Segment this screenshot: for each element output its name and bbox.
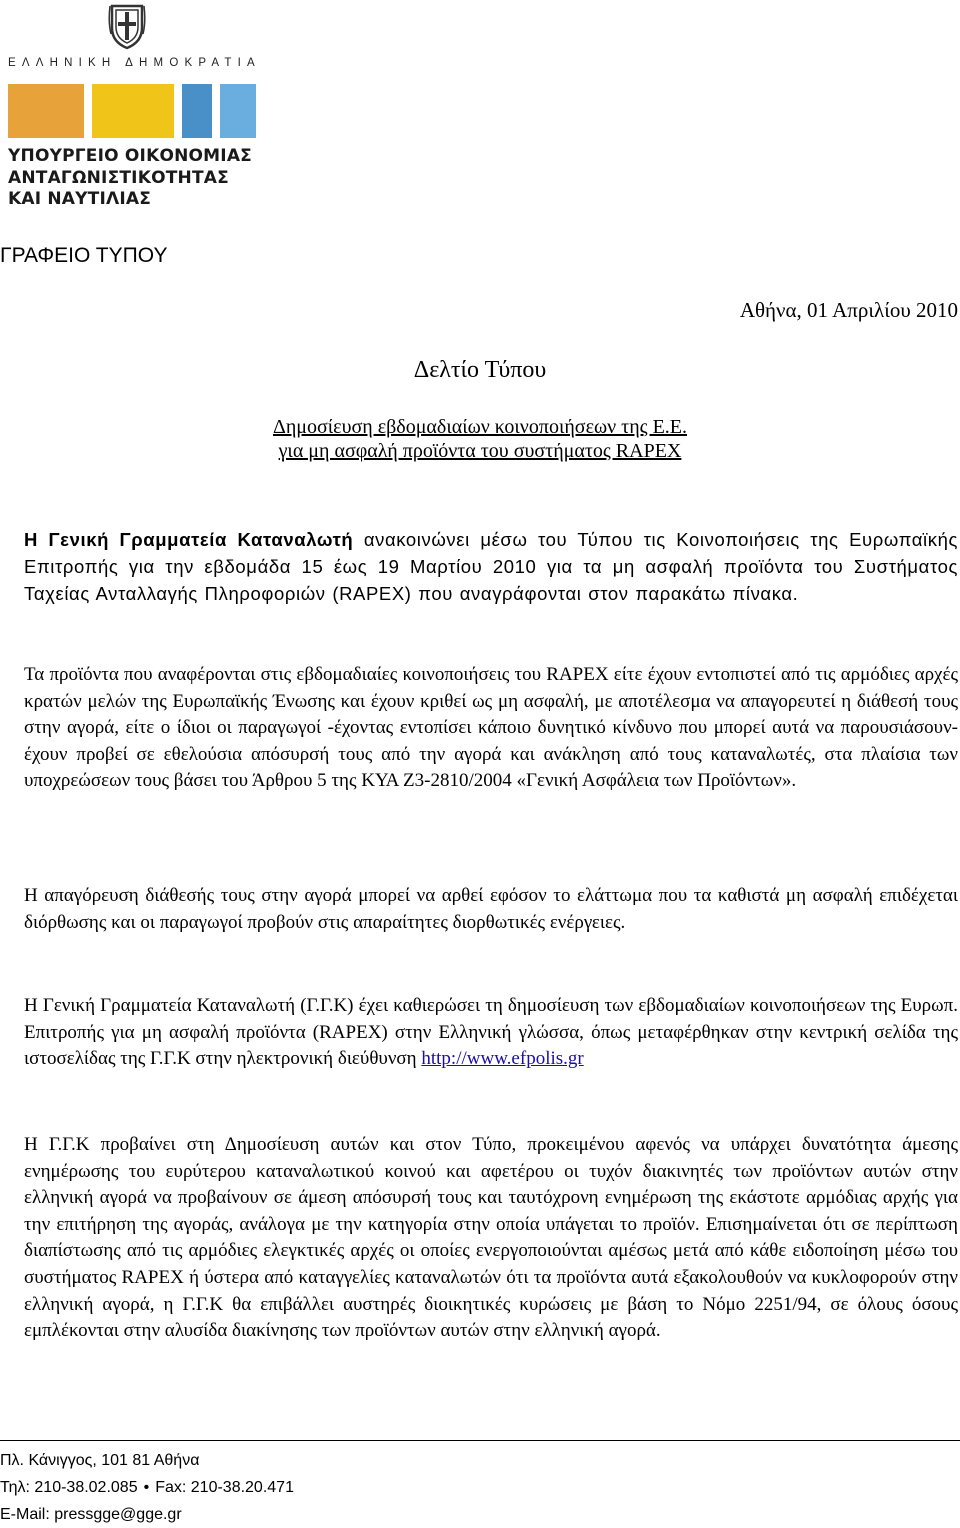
logo-block-orange [8, 84, 84, 138]
ministry-logo-blocks [8, 84, 256, 138]
subtitle-line-2: για μη ασφαλή προϊόντα του συστήματος RAPEX [278, 440, 682, 462]
logo-block-yellow [92, 84, 174, 138]
publication-text: Η Γενική Γραμματεία Καταναλωτή (Γ.Γ.Κ) έχει καθιερώσει τη δημοσίευση των εβδομαδιαίων κοινοποιήσεων της Ευρωπ. Επιτροπής για μη ασφαλή προϊόντα (RAPEX) στην Ελληνική γλώσσα, όπως μεταφέρθηκαν στην κεντρική σελίδα της ιστοσελίδας της Γ.Γ.Κ στην ηλεκτρονική διεύθυνση [24, 995, 958, 1070]
document-subtitle [0, 415, 960, 463]
press-release-title: Δελτίο Τύπου [413, 357, 547, 383]
footer-contact [0, 1447, 294, 1528]
logo-block-blue [182, 84, 212, 138]
press-office-heading: ΓΡΑΦΕΙΟ ΤΥΠΟΥ [0, 244, 168, 267]
ministry-line-3: ΚΑΙ ΝΑΥΤΙΛΙΑΣ [8, 189, 152, 209]
footer-phone: Τηλ: 210-38.02.085 [0, 1479, 138, 1496]
paragraph-intro [24, 526, 958, 607]
republic-header: ΕΛΛΗΝΙΚΗ ΔΗΜΟΚΡΑΤΙΑ [8, 57, 261, 69]
footer-fax: Fax: 210-38.20.471 [155, 1479, 294, 1496]
paragraph-ban-lift: Η απαγόρευση διάθεσής τους στην αγορά μπορεί να αρθεί εφόσον το ελάττωμα που τα καθιστά μη ασφαλή επιδέχεται διόρθωσης και οι παραγωγοί προβούν στις απαραίτητες διορθωτικές ενέργειες. [24, 885, 958, 933]
footer-phone-fax [0, 1474, 294, 1501]
paragraph-publication [24, 993, 958, 1073]
footer-address: Πλ. Κάνιγγος, 101 81 Αθήνα [0, 1452, 200, 1469]
ministry-line-1: ΥΠΟΥΡΓΕΙΟ ΟΙΚΟΝΟΜΙΑΣ [8, 146, 252, 166]
ministry-line-2: ΑΝΤΑΓΩΝΙΣΤΙΚΟΤΗΤΑΣ [8, 167, 229, 188]
intro-text: ανακοινώνει μέσω του Τύπου τις Κοινοποιήσεις της Ευρωπαϊκής Επιτροπής για την εβδομάδα 15 έως 19 Μαρτίου 2010 για τα μη ασφαλή προϊόντα του Συστήματος Ταχείας Ανταλλαγής Πληροφοριών (RAPEX) που αναγράφονται στον παρακάτω πίνακα. [24, 529, 958, 604]
subtitle-line-1: Δημοσίευση εβδομαδιαίων κοινοποιήσεων της Ε.Ε. [272, 416, 688, 438]
efpolis-link[interactable]: http://www.efpolis.gr [421, 1048, 584, 1070]
footer-divider [0, 1440, 960, 1441]
document-date: Αθήνα, 01 Απριλίου 2010 [739, 298, 958, 322]
coat-of-arms-emblem-icon [108, 2, 146, 50]
ministry-name [8, 146, 252, 211]
footer-email: E-Mail: pressgge@gge.gr [0, 1506, 182, 1523]
logo-block-lightblue [220, 84, 256, 138]
footer-bullet: • [143, 1479, 150, 1496]
paragraph-rapex-products: Τα προϊόντα που αναφέρονται στις εβδομαδιαίες κοινοποιήσεις του RAPEX είτε έχουν εντοπιστεί από τις αρμόδιες αρχές κρατών μελών της Ευρωπαϊκής Ένωσης και έχουν κριθεί ως μη ασφαλή, με αποτέλεσμα να απαγορευτεί η διάθεσή τους στην αγορά, είτε ο ίδιοι οι παραγωγοί -έχοντας εντοπίσει κάποιο δυνητικό κίνδυνο που μπορεί αυτά να παρουσιάσουν- έχουν προβεί σε εθελούσια απόσυρσή τους από την αγορά και ανάκληση από τους καταναλωτές, στα πλαίσια των υποχρεώσεων τους βάσει του Άρθρου 5 της ΚΥΑ Ζ3-2810/2004 «Γενική Ασφάλεια των Προϊόντων». [24, 664, 958, 792]
paragraph-enforcement: Η Γ.Γ.Κ προβαίνει στη Δημοσίευση αυτών και στον Τύπο, προκειμένου αφενός να υπάρχει δυνατότητα άμεσης ενημέρωσης του ευρύτερου καταναλωτικού κοινού και αφετέρου οι τυχόν διακινητές των προϊόντων αυτών στην ελληνική αγορά να προβαίνουν σε άμεση απόσυρσή τους και ταυτόχρονη ενημέρωση της εκάστοτε αρμόδιας αρχής για την επιτήρηση της αγοράς, ανάλογα με την κατηγορία στην οποία υπάγεται το προϊόν. Επισημαίνεται ότι σε περίπτωση διαπίστωσης από τις αρμόδιες ελεγκτικές αρχές οι οποίες ενεργοποιούνται αμέσως μετά από κάθε ειδοποίηση μέσω του συστήματος RAPEX ή ύστερα από καταγγελίες καταναλωτών ότι τα προϊόντα αυτά εξακολουθούν να κυκλοφορούν στην ελληνική αγορά, η Γ.Γ.Κ θα επιβάλλει αυστηρές διοικητικές κυρώσεις με βάση το Νόμο 2251/94, σε όλους όσους εμπλέκονται στην αλυσίδα διακίνησης των προϊόντων αυτών στην ελληνική αγορά. [24, 1134, 958, 1342]
intro-bold-lead: Η Γενική Γραμματεία Καταναλωτή [24, 529, 354, 550]
